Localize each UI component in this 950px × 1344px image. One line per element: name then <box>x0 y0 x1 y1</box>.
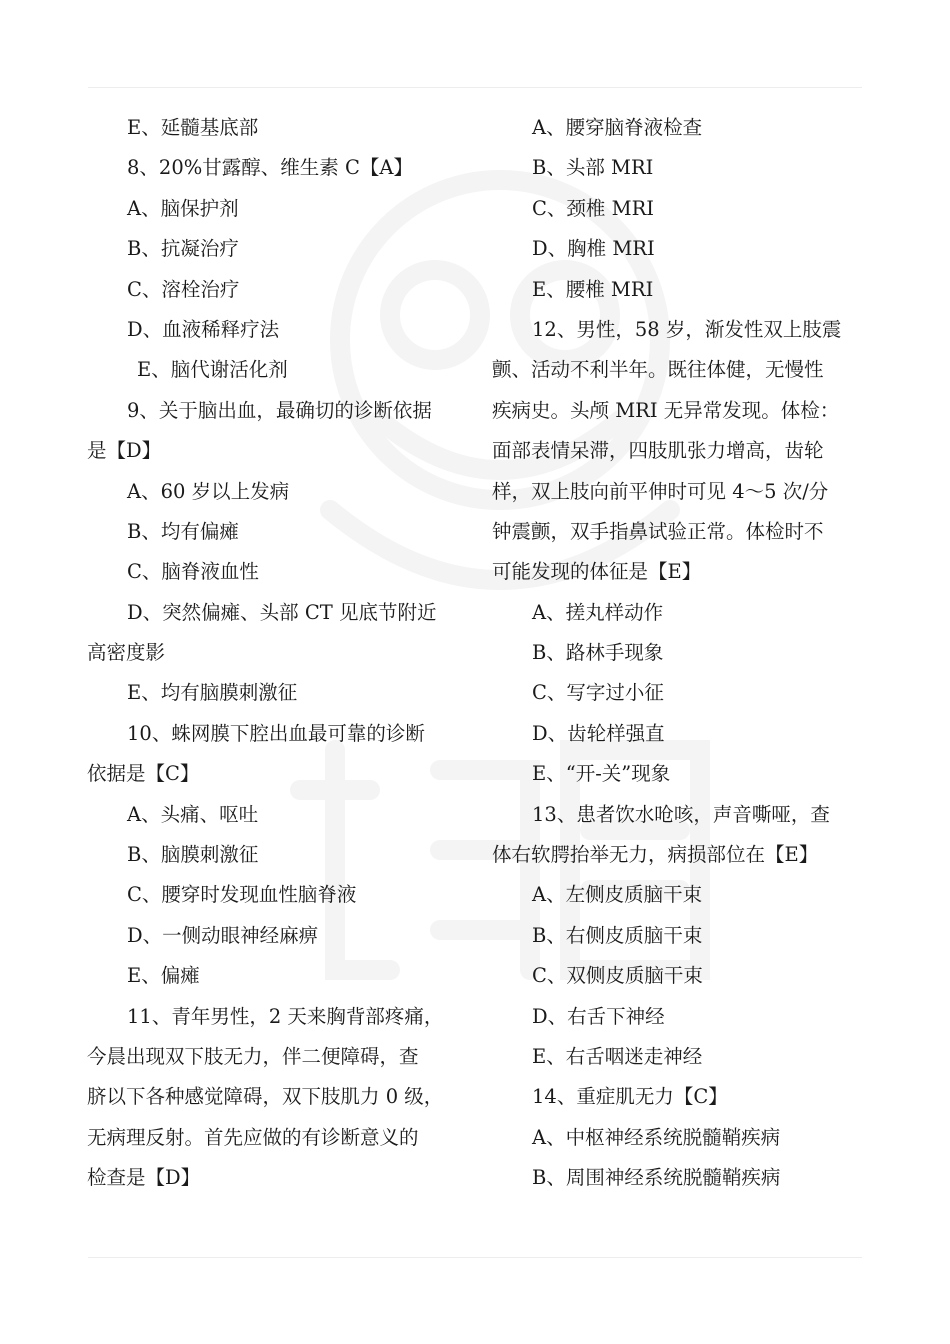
text-line: 颤、活动不利半年。既往体健，无慢性 <box>492 358 824 382</box>
text-line: E、“开-关”现象 <box>532 762 671 786</box>
text-line: 8、20%甘露醇、维生素 C【A】 <box>127 156 413 180</box>
text-line: 11、青年男性，2 天来胸背部疼痛， <box>127 1004 444 1028</box>
text-line: 高密度影 <box>87 641 166 665</box>
text-line: C、颈椎 MRI <box>532 196 654 220</box>
text-line: D、右舌下神经 <box>532 1004 665 1028</box>
header-rule <box>88 87 862 88</box>
text-line: E、偏瘫 <box>127 964 200 988</box>
footer-rule <box>88 1257 862 1258</box>
text-line: A、左侧皮质脑干束 <box>532 883 703 907</box>
text-line: 12、男性，58 岁，渐发性双上肢震 <box>532 317 842 341</box>
text-line: A、脑保护剂 <box>127 196 239 220</box>
text-line: 样，双上肢向前平伸时可见 4～5 次/分 <box>492 479 829 503</box>
text-line: 无病理反射。首先应做的有诊断意义的 <box>87 1125 419 1149</box>
text-line: A、搓丸样动作 <box>532 600 664 624</box>
text-line: B、脑膜刺激征 <box>127 843 259 867</box>
text-line: A、中枢神经系统脱髓鞘疾病 <box>532 1125 781 1149</box>
text-line: E、延髓基底部 <box>127 116 259 139</box>
text-line: D、一侧动眼神经麻痹 <box>127 923 319 947</box>
text-line: C、写字过小征 <box>532 681 664 705</box>
text-line: 可能发现的体征是【E】 <box>492 560 702 584</box>
text-line: 9、关于脑出血，最确切的诊断依据 <box>127 398 432 422</box>
text-line: 疾病史。头颅 MRI 无异常发现。体检： <box>492 398 840 422</box>
text-line: 是【D】 <box>87 439 162 463</box>
text-line: E、腰椎 MRI <box>532 277 654 301</box>
text-line: C、脑脊液血性 <box>127 560 259 584</box>
left-column <box>87 108 465 1199</box>
text-line: D、胸椎 MRI <box>532 237 655 261</box>
text-line: 10、蛛网膜下腔出血最可靠的诊断 <box>127 721 425 745</box>
text-line: C、溶栓治疗 <box>127 277 240 301</box>
text-line: D、突然偏瘫、头部 CT 见底节附近 <box>127 600 437 624</box>
text-line: B、均有偏瘫 <box>127 519 239 543</box>
text-line: B、右侧皮质脑干束 <box>532 923 703 947</box>
text-line: B、头部 MRI <box>532 156 654 180</box>
text-line: B、路林手现象 <box>532 641 664 665</box>
text-line: C、双侧皮质脑干束 <box>532 964 703 988</box>
text-line: A、头痛、呕吐 <box>127 802 259 826</box>
right-column <box>492 108 852 1199</box>
text-line: E、均有脑膜刺激征 <box>127 681 298 705</box>
text-line: B、周围神经系统脱髓鞘疾病 <box>532 1166 781 1190</box>
text-line: A、腰穿脑脊液检查 <box>532 116 703 139</box>
text-line: 面部表情呆滞，四肢肌张力增高，齿轮 <box>492 439 824 463</box>
text-line: 14、重症肌无力【C】 <box>532 1085 728 1109</box>
text-line: B、抗凝治疗 <box>127 237 239 261</box>
text-line: E、脑代谢活化剂 <box>137 358 288 382</box>
text-line: D、血液稀释疗法 <box>127 317 280 341</box>
text-line: 检查是【D】 <box>87 1166 201 1190</box>
text-line: C、腰穿时发现血性脑脊液 <box>127 883 357 907</box>
text-line: 体右软腭抬举无力，病损部位在【E】 <box>492 843 819 867</box>
text-line: 脐以下各种感觉障碍，双下肢肌力 0 级， <box>87 1085 444 1109</box>
text-line: 钟震颤，双手指鼻试验正常。体检时不 <box>492 519 824 543</box>
text-line: 今晨出现双下肢无力，伴二便障碍，查 <box>87 1044 419 1068</box>
text-line: D、齿轮样强直 <box>532 721 665 745</box>
text-line: A、60 岁以上发病 <box>127 479 290 503</box>
text-line: 13、患者饮水呛咳，声音嘶哑，查 <box>532 802 830 826</box>
text-line: E、右舌咽迷走神经 <box>532 1044 703 1068</box>
text-line: 依据是【C】 <box>87 762 200 786</box>
